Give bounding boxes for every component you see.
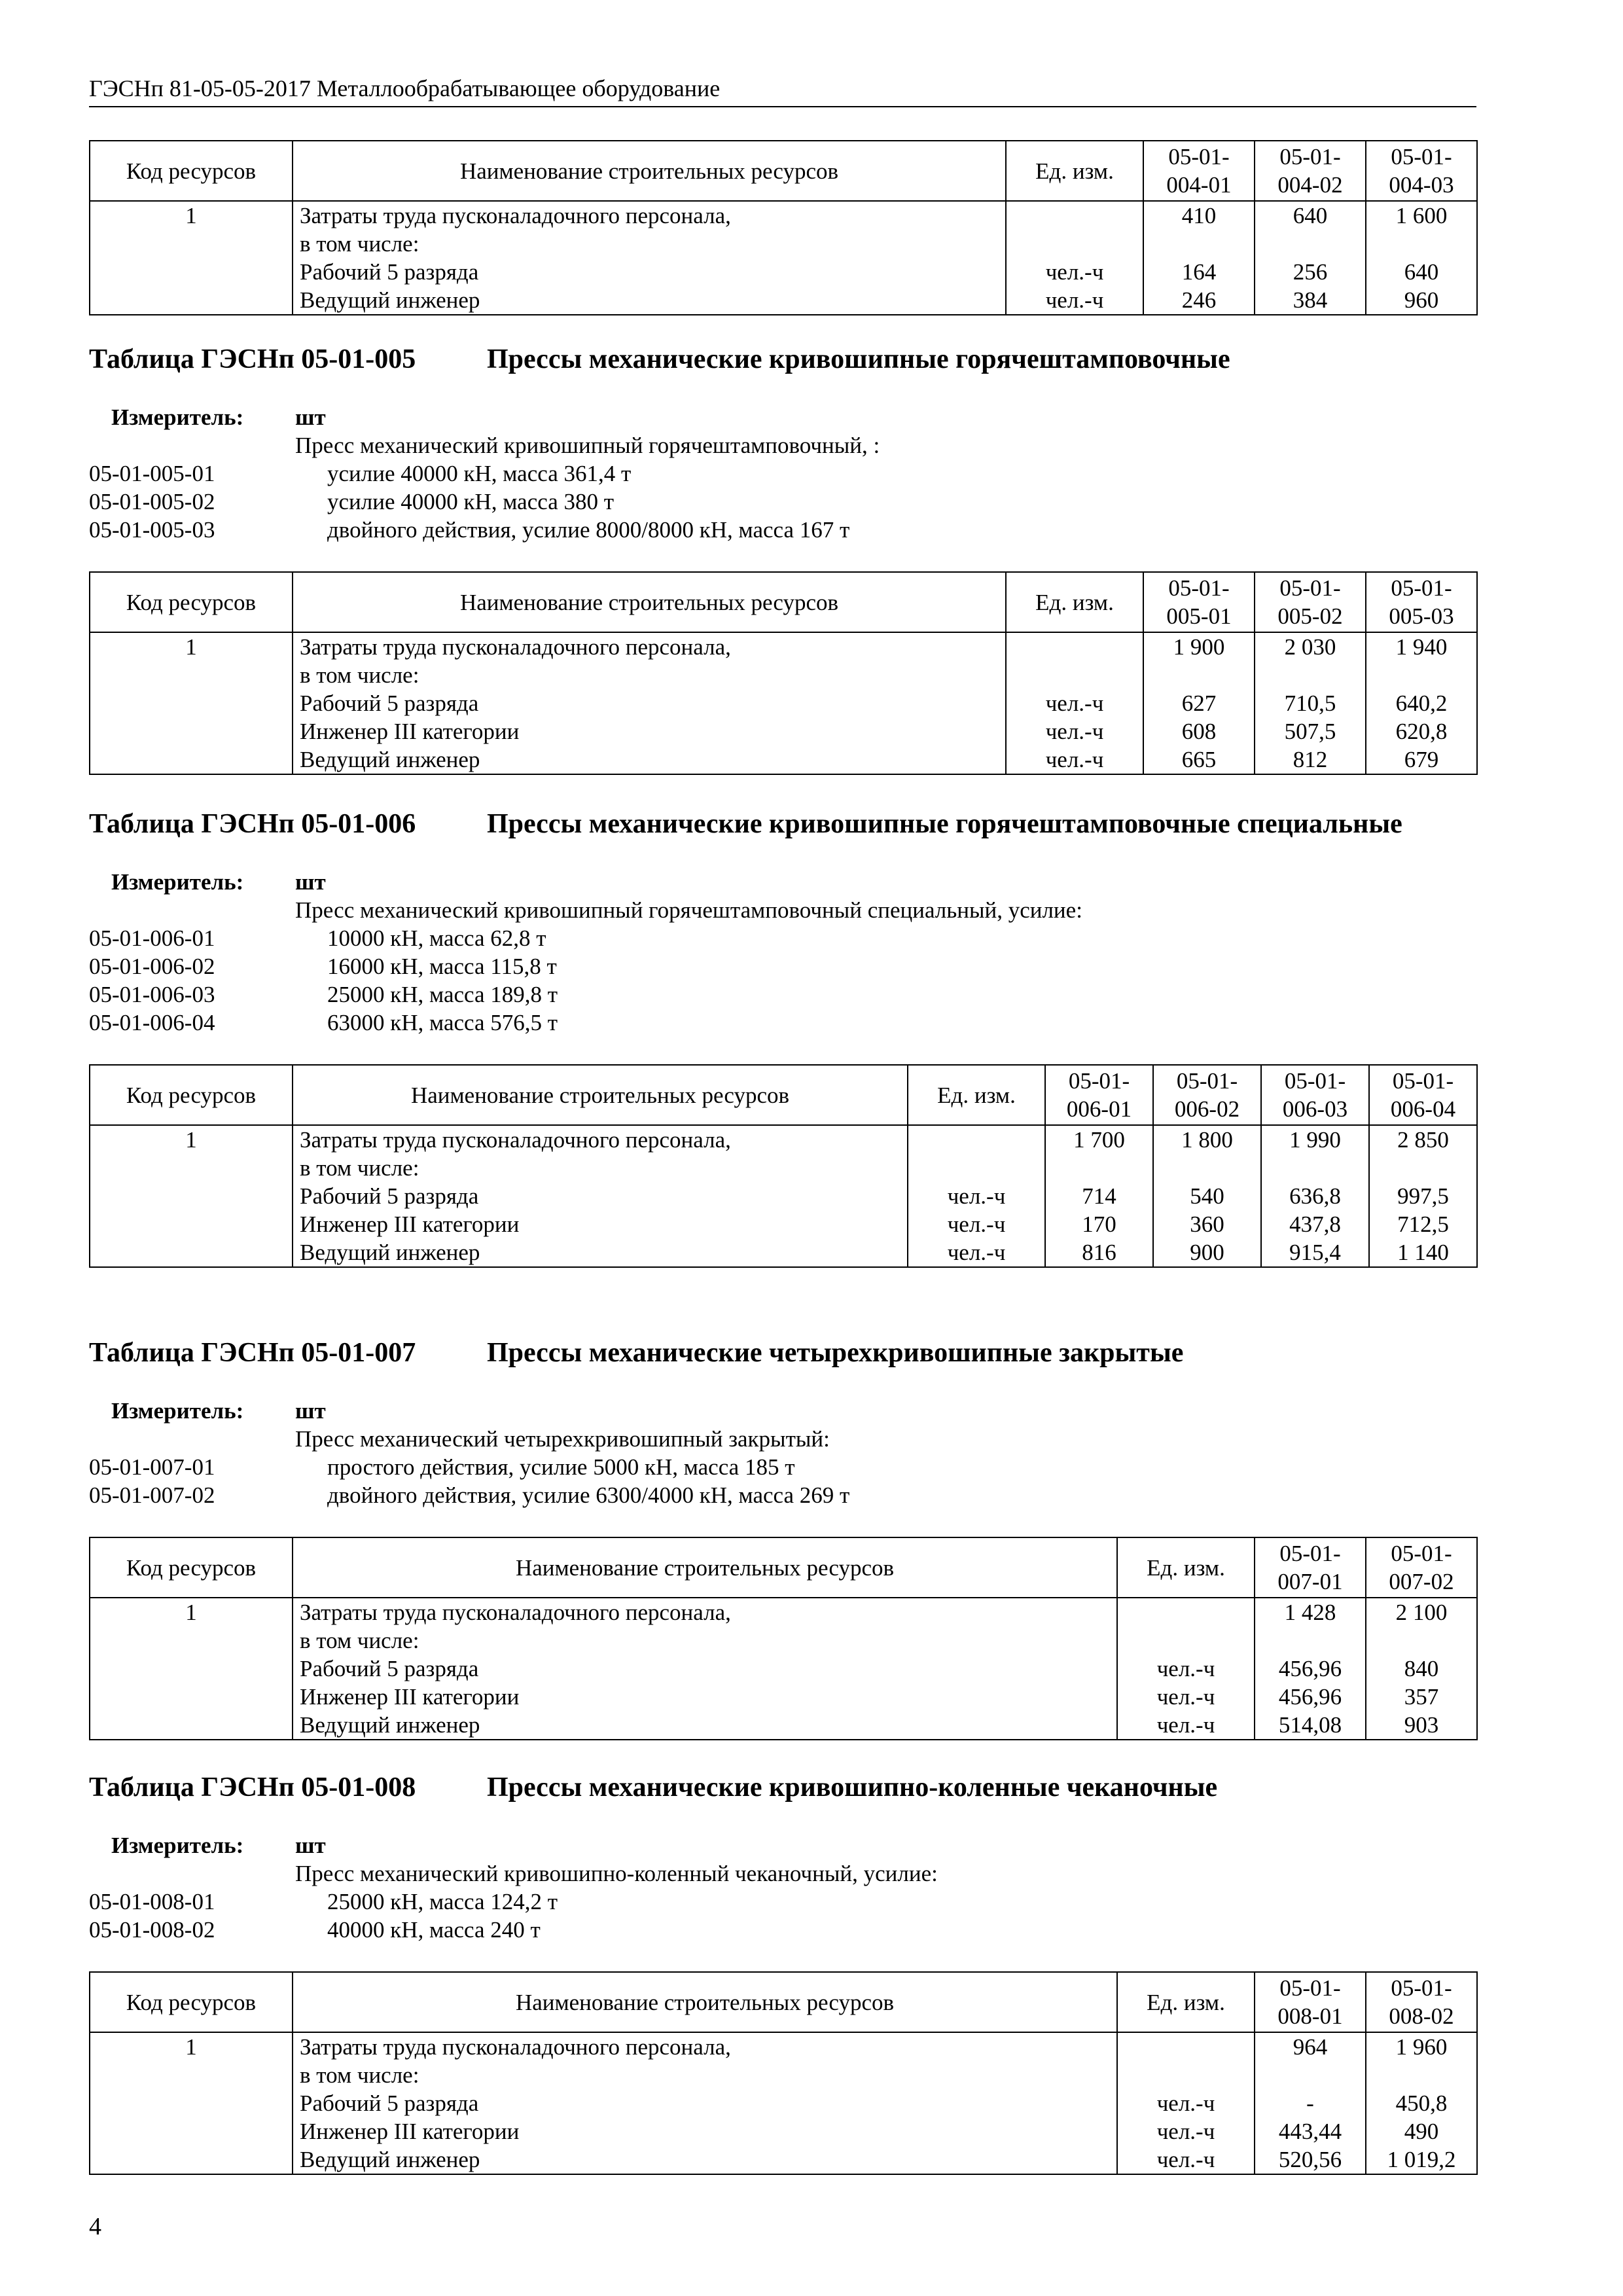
resource-code: 1 xyxy=(90,201,293,315)
list-item: 05-01-008-01 25000 кН, масса 124,2 т xyxy=(89,1889,558,1914)
list-item: 05-01-005-03 двойного действия, усилие 8000/8000 кН, масса 167 т xyxy=(89,517,850,543)
list-item: 05-01-006-03 25000 кН, масса 189,8 т xyxy=(89,982,558,1007)
table-header-row: Код ресурсов Наименование строительных ресурсов Ед. изм. 05-01- 006-01 05-01- 006-02 05-01- 006-03 05-01- 006-04 xyxy=(90,1065,1477,1125)
table-title: Таблица ГЭСНп 05-01-007 Прессы механические четырехкривошипные закрытые xyxy=(89,1338,1184,1368)
table-row: 1 Затраты труда пусконаладочного персонала, в том числе: Рабочий 5 разряда Ведущий инженер чел.-ч чел.-ч 410 164 246 640 256 384 1 600 640 960 xyxy=(90,201,1477,315)
table-title: Таблица ГЭСНп 05-01-005 Прессы механические кривошипные горячештамповочные xyxy=(89,344,1230,374)
table-row: 1 Затраты труда пусконаладочного персонала, в том числе: Рабочий 5 разряда Инженер III категории Ведущий инженер чел.-ч чел.-ч чел.-ч 964 - 443,44 520,56 1 960 450,8 490 1 019,2 xyxy=(90,2032,1477,2174)
list-item: 05-01-007-02 двойного действия, усилие 6300/4000 кН, масса 269 т xyxy=(89,1482,850,1508)
resource-table-005 xyxy=(89,571,1478,775)
col-norm-header: 05-01- 004-02 xyxy=(1255,141,1366,201)
col-code-header: Код ресурсов xyxy=(90,141,293,201)
including-label: в том числе: xyxy=(300,231,419,257)
list-item: 05-01-005-01 усилие 40000 кН, масса 361,4 т xyxy=(89,461,632,486)
measure-block: Измеритель: шт Пресс механический четырехкривошипный закрытый: 05-01-007-01 простого действия, усилие 5000 кН, масса 185 т 05-01-007-02 двойного действия, усилие 6300/4000 кН, масса 269 т xyxy=(89,1397,1476,1509)
list-item: 05-01-008-02 40000 кН, масса 240 т xyxy=(89,1917,541,1943)
table-title: Таблица ГЭСНп 05-01-006 Прессы механические кривошипные горячештамповочные специальные xyxy=(89,809,1402,839)
resource-table-008 xyxy=(89,1971,1478,2175)
col-norm-header: 05-01- 004-03 xyxy=(1366,141,1477,201)
resource-table-006 xyxy=(89,1064,1478,1268)
col-norm-header: 05-01- 004-01 xyxy=(1143,141,1255,201)
measure-block: Измеритель: шт Пресс механический кривошипный горячештамповочный, : 05-01-005-01 усилие 40000 кН, масса 361,4 т 05-01-005-02 усилие 40000 кН, масса 380 т 05-01-005-03 двойного действия, усилие 8000/8000 кН, масса 167 т xyxy=(89,403,1476,544)
table-row: 1 Затраты труда пусконаладочного персонала, в том числе: Рабочий 5 разряда Инженер III категории Ведущий инженер чел.-ч чел.-ч чел.-ч 1 700 714 170 816 1 800 540 360 900 1 990 636,8 437,8 915,4 2 850 997,5 712,5 1 140 xyxy=(90,1125,1477,1267)
page-number: 4 xyxy=(89,2213,101,2240)
measure-block: Измеритель: шт Пресс механический кривошипно-коленный чеканочный, усилие: 05-01-008-01 25000 кН, масса 124,2 т 05-01-008-02 40000 кН, масса 240 т xyxy=(89,1831,1476,1944)
table-title: Таблица ГЭСНп 05-01-008 Прессы механические кривошипно-коленные чеканочные xyxy=(89,1772,1218,1803)
table-006-section xyxy=(89,806,1476,1268)
measure-block: Измеритель: шт Пресс механический кривошипный горячештамповочный специальный, усилие: 05-01-006-01 10000 кН, масса 62,8 т 05-01-006-02 16000 кН, масса 115,8 т 05-01-006-03 25000 кН, масса 189,8 т 05-01-006-04 63000 кН, масса 576,5 т xyxy=(89,868,1476,1037)
list-item: 05-01-005-02 усилие 40000 кН, масса 380 т xyxy=(89,489,615,514)
list-item: 05-01-006-02 16000 кН, масса 115,8 т xyxy=(89,954,557,979)
labor-cost-label: Затраты труда пусконаладочного персонала, xyxy=(300,203,731,228)
col-unit-header: Ед. изм. xyxy=(1006,141,1143,201)
resource-table-004 xyxy=(89,140,1478,315)
table-005-section xyxy=(89,342,1476,775)
col-name-header: Наименование строительных ресурсов xyxy=(293,141,1006,201)
resource-table-007 xyxy=(89,1537,1478,1740)
list-item: 05-01-006-01 10000 кН, масса 62,8 т xyxy=(89,925,546,951)
table-004-section xyxy=(89,140,1476,315)
list-item: 05-01-007-01 простого действия, усилие 5000 кН, масса 185 т xyxy=(89,1454,795,1480)
table-row: 1 Затраты труда пусконаладочного персонала, в том числе: Рабочий 5 разряда Инженер III категории Ведущий инженер чел.-ч чел.-ч чел.-ч 1 428 456,96 456,96 514,08 2 100 840 357 903 xyxy=(90,1598,1477,1740)
page-header: ГЭСНп 81-05-05-2017 Металлообрабатывающее оборудование xyxy=(89,73,1476,107)
table-header-row: Код ресурсов Наименование строительных ресурсов Ед. изм. 05-01- 008-01 05-01- 008-02 xyxy=(90,1972,1477,2032)
table-row: 1 Затраты труда пусконаладочного персонала, в том числе: Рабочий 5 разряда Инженер III категории Ведущий инженер чел.-ч чел.-ч чел.-ч 1 900 627 608 665 2 030 710,5 507,5 812 1 940 640,2 620,8 679 xyxy=(90,632,1477,774)
list-item: 05-01-006-04 63000 кН, масса 576,5 т xyxy=(89,1010,558,1035)
table-008-section xyxy=(89,1770,1476,2175)
table-header-row: Код ресурсов Наименование строительных ресурсов Ед. изм. 05-01- 005-01 05-01- 005-02 05-01- 005-03 xyxy=(90,572,1477,632)
table-header-row: Код ресурсов Наименование строительных ресурсов Ед. изм. 05-01- 007-01 05-01- 007-02 xyxy=(90,1537,1477,1598)
table-007-section xyxy=(89,1335,1476,1740)
table-header-row xyxy=(90,141,1477,201)
